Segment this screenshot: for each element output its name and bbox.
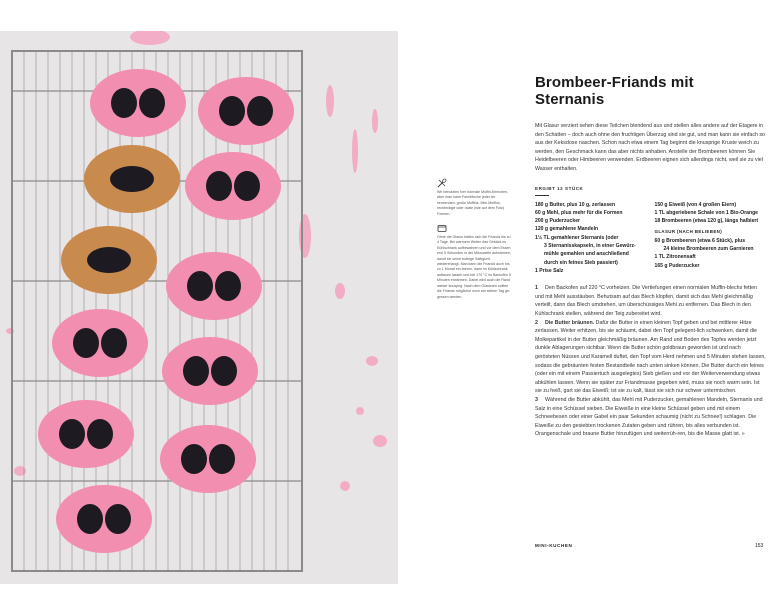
blackberry <box>101 328 127 358</box>
friand <box>52 309 148 377</box>
blackberry <box>234 171 260 201</box>
tips-column <box>437 178 513 306</box>
blackberry <box>105 504 131 534</box>
blackberry <box>219 96 245 126</box>
friand <box>198 77 294 145</box>
blackberry <box>87 419 113 449</box>
blackberry <box>111 88 137 118</box>
page-number: 153 <box>755 543 764 549</box>
footer-section: MINI-KUCHEN <box>535 543 573 548</box>
blackberry <box>139 88 165 118</box>
step-number: 2 <box>535 319 538 326</box>
blackberry <box>73 328 99 358</box>
friand <box>84 145 180 213</box>
step <box>535 396 766 439</box>
divider <box>535 195 549 196</box>
ingredient-line: 200 g Puderzucker <box>535 218 581 225</box>
ingredient-line: 60 g Brombeeren (etwa 6 Stück), plus <box>654 237 746 244</box>
blackberry <box>215 271 241 301</box>
blackberry <box>187 271 213 301</box>
recipe-title: Brombeer-Friands mit Sternanis <box>535 74 694 108</box>
ingredients-right <box>655 201 767 276</box>
ingredient-line: 1 TL Zitronensaft <box>654 254 696 261</box>
blackberry <box>87 247 131 273</box>
step-text: Während die Butter abkühlt, das Mehl mit Puderzucker, gemahlenen Mandeln, Sternanis und Salz in eine Schüssel sieben. Die Eiweiße in eine kleine Schüssel geben und mit einem Schneebesen oder einer Gabel ein paar Sekunden schaumig (nicht zu Schnee!) schlagen. Die Eiweiße zu den gesiebten trockenen Zutaten geben und rühren, bis alles verbunden ist. Orangenschale und braune Butter hinzufügen und weiterrüh-ren, bis die Masse glatt ist. » <box>535 396 763 438</box>
friand <box>56 485 152 553</box>
friand <box>38 400 134 468</box>
ingredient-line: 165 g Puderzucker <box>654 262 700 269</box>
ingredient-line: 120 g gemahlene Mandeln <box>535 226 599 233</box>
blackberry <box>77 504 103 534</box>
blackberry <box>247 96 273 126</box>
step-text: Dafür die Butter in einen kleinen Topf geben und bei mittlerer Hitze zerlassen. Weiter erhitzen, bis sie schäumt, dabei den Topf gelegent-lich schwenken, damit die Molkepartikel in der Butter gleichmäßig bräunen. Am Rand und Boden des Topfes werden jetzt dunkle Ablagerungen sichtbar. Wenn die Butter schön goldbraun geworden ist und nach gerösteten Nüssen und Karamell duftet, den Topf vom Herd nehmen und 5 Minuten stehen lassen, sodass die gebräunten festen Bestandteile nach unten sinken können. Die Butter durch ein feines (oder ein mit einem Passiertuch ausgelegtes) Sieb gießen und vor der Weiterverwendung etwas abkühlen lassen. Wenn sie später zur Friandmasse gegeben wird, muss sie noch warm sein. Ist sie zu heiß, gart sie das Eiweiß; ist sie zu kalt, lässt sie sich nur schwer untermischen. <box>535 319 766 395</box>
ingredient-line: durch ein feines Sieb passiert) <box>544 259 618 266</box>
ingredient-line: 1 TL abgeriebene Schale von 1 Bio-Orange <box>654 209 759 216</box>
tip-text-storage: Ohne die Glasur halten sich die Friands bis zu 4 Tage. Bei warmem Wetter das Gebäck im Kühlschrank aufbewahren und vor dem Essen erst 5 Sekunden in der Mikrowelle aufwärmen, damit sie seine buttrige Saftigkeit wiedererlangt. Man kann die Friands auch bis zu 1 Monat ein-frieren, dann im Kühlschrank auftauen lassen und bei 170 °C im Backofen 5 Minuten erwärmen. Dabei wird auch die Rand wieder knusprig. Nach dem Glasieren sollten die Friands möglichst noch am selben Tag ge-gessen werden. <box>437 235 511 299</box>
whisk-icon <box>437 178 447 188</box>
ingredients <box>535 201 766 276</box>
ingredient-line: mühle gemahlen und anschließend <box>544 251 629 258</box>
blackberry <box>209 444 235 474</box>
ingredient-line: 18 Brombeeren (etwa 120 g), längs halbiert <box>654 218 759 225</box>
blackberry <box>211 356 237 386</box>
ingredient-line: 3 Sternanisskapseln, in einer Gewürz- <box>544 243 636 250</box>
tip-text-baking-tins: Wir benutzten hier normale Muffin-förmchen, aber man kann Formbleche jeder Art verwenden: große Muffins, Mini-Muffins, rechteckige oder ovale (wie auf dem Foto) Formen. <box>437 190 509 216</box>
friands-photo <box>0 31 398 584</box>
friand <box>90 69 186 137</box>
step-number: 1 <box>535 285 538 292</box>
recipe-intro: Mit Glasur verziert sehen diese Teilchen blendend aus und stellen alles andere auf der Etagere in den Schatten – doch auch ohne den fruchtigen Überzug sind sie gut, und man kann sie einfach so aus der Keksdose naschen. Schon nach etwa einem Tag beginnt die knusprige Kruste weich zu werden, den Geschmack kann das aber nichts anhaben. Anstelle der Brombeeren können Sie Heidelbeeren oder Himbeeren verwenden. Erdbeeren eignen sich allerdings nicht, weil sie zu viel Wasser enthalten. <box>535 123 765 172</box>
ingredients-left <box>535 201 647 276</box>
container-icon <box>437 223 447 233</box>
ingredient-line: 150 g Eiweiß (von 4 großen Eiern) <box>654 201 737 208</box>
ingredient-line: 60 g Mehl, plus mehr für die Formen <box>535 209 623 216</box>
blackberry <box>206 171 232 201</box>
friand <box>61 226 157 294</box>
ingredient-line: 180 g Butter, plus 10 g, zerlassen <box>535 201 616 208</box>
method-steps <box>535 284 766 439</box>
serves-label: ERGIBT 12 STÜCK <box>535 185 584 191</box>
blackberry <box>59 419 85 449</box>
blackberry <box>110 166 154 192</box>
step-number: 3 <box>535 396 538 403</box>
recipe-main <box>535 74 766 439</box>
glaze-heading: GLASUR (NACH BELIEBEN) <box>654 229 723 235</box>
step <box>535 319 766 396</box>
friand <box>160 425 256 493</box>
step-lead: Die Butter bräunen. <box>545 319 595 326</box>
blackberry <box>183 356 209 386</box>
ingredient-line: 1 Prise Salz <box>535 267 564 274</box>
friand <box>162 337 258 405</box>
step-text: Den Backofen auf 220 °C vorheizen. Die Vertiefungen einen normalen Muffin-blechs fetten und mit Mehl ausstäuben. Behutsam auf das Blech klopfen, damit sich das Mehl gleichmäßig verteilt, dann das Blech umdrehen, um überschüssiges Mehl zu entfernen. Das Blech in den Kühlschrank stellen, während der Teig zubereitet wird. <box>535 285 757 318</box>
ingredient-line: 24 kleine Brombeeren zum Garnieren <box>663 246 754 253</box>
step <box>535 284 766 318</box>
friand <box>185 152 281 220</box>
ingredient-line: 1½ TL gemahlener Sternanis (oder <box>535 234 619 241</box>
blackberry <box>181 444 207 474</box>
friand <box>166 252 262 320</box>
